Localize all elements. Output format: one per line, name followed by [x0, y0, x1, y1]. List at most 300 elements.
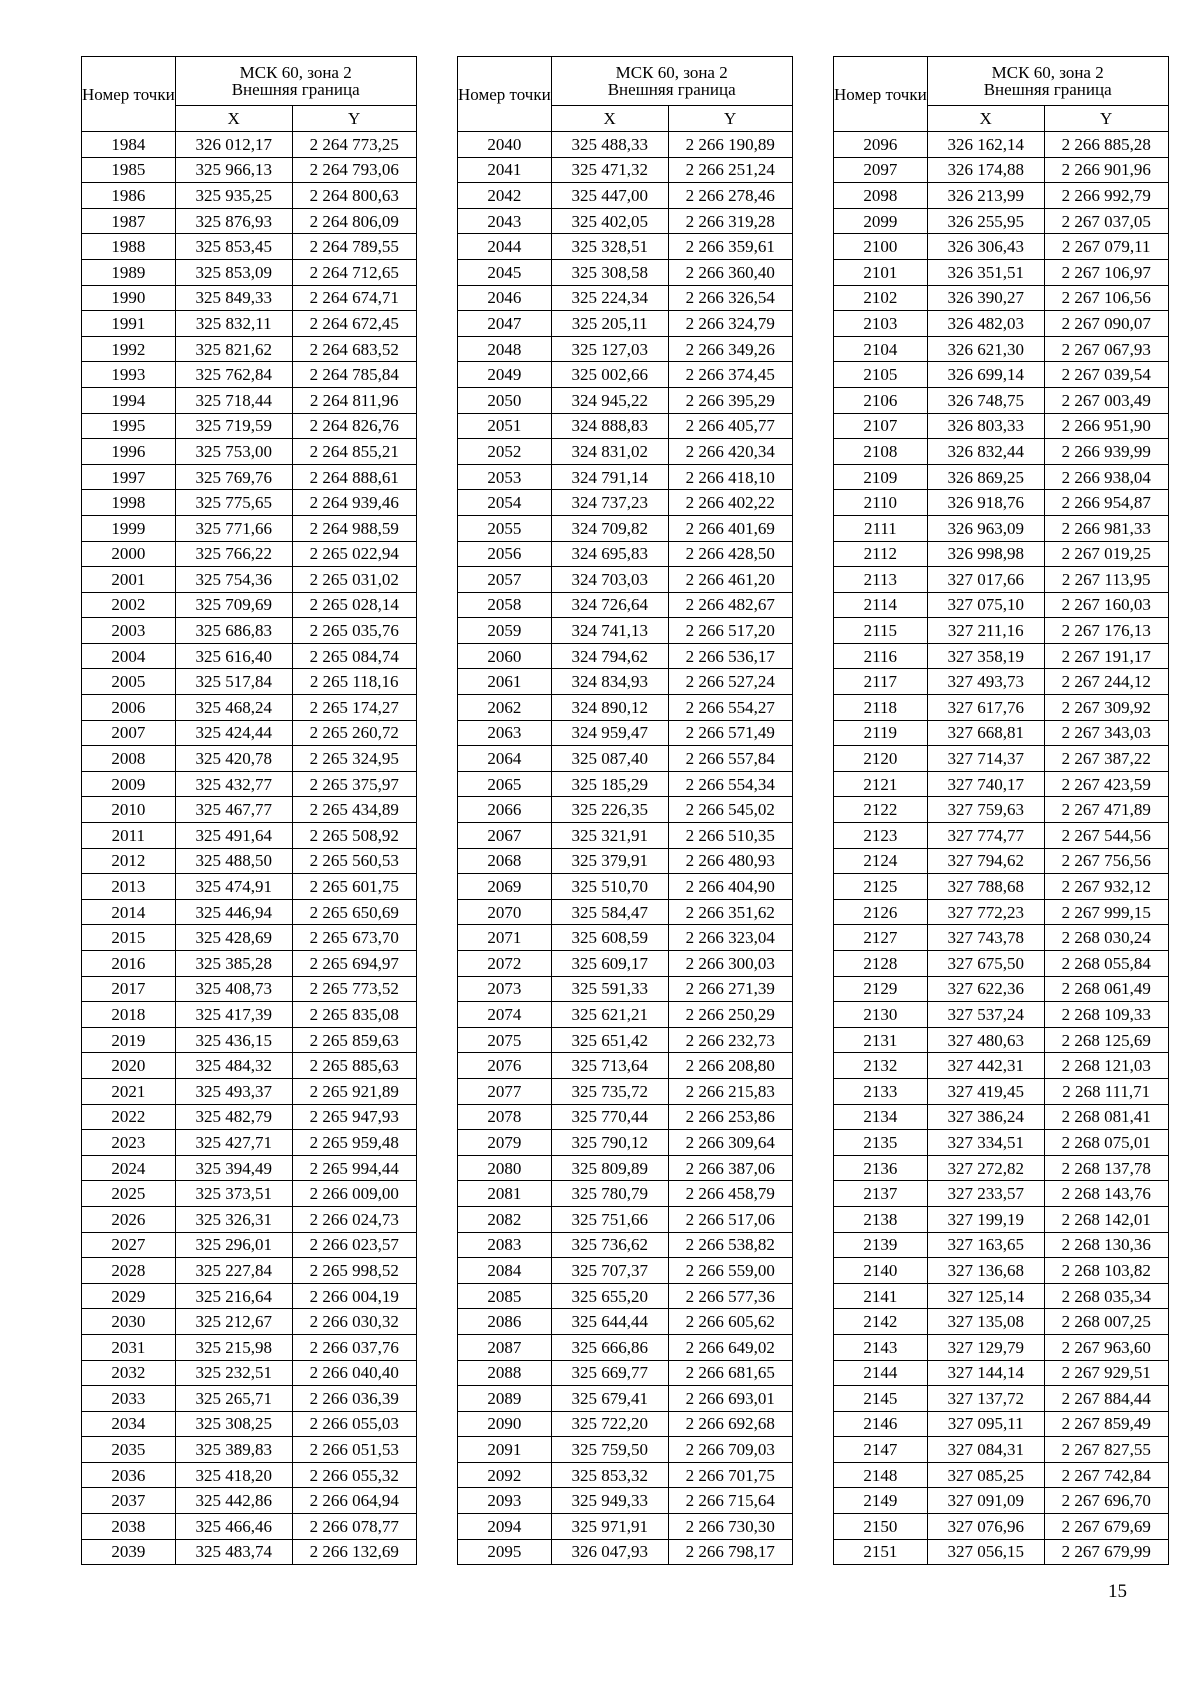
point-number-cell: 2025 [82, 1181, 176, 1207]
point-number-cell: 2000 [82, 541, 176, 567]
point-number-cell: 2107 [834, 413, 928, 439]
table-row [834, 1462, 1169, 1488]
y-coordinate-cell: 2 268 061,49 [1044, 976, 1168, 1002]
point-number-cell: 2013 [82, 874, 176, 900]
x-coordinate-cell: 327 136,68 [927, 1258, 1044, 1284]
table-row [834, 976, 1169, 1002]
point-number-cell: 2079 [458, 1130, 552, 1156]
table-row [834, 234, 1169, 260]
table-row [82, 541, 417, 567]
point-number-cell: 2108 [834, 439, 928, 465]
y-coordinate-cell: 2 266 326,54 [668, 285, 792, 311]
y-coordinate-cell: 2 267 037,05 [1044, 208, 1168, 234]
x-coordinate-cell: 325 408,73 [175, 976, 292, 1002]
table-row [82, 720, 417, 746]
x-coordinate-cell: 325 418,20 [175, 1462, 292, 1488]
x-coordinate-cell: 327 137,72 [927, 1386, 1044, 1412]
y-coordinate-cell: 2 266 480,93 [668, 848, 792, 874]
x-coordinate-cell: 327 358,19 [927, 643, 1044, 669]
y-coordinate-cell: 2 264 785,84 [292, 362, 416, 388]
y-coordinate-cell: 2 266 730,30 [668, 1514, 792, 1540]
y-coordinate-cell: 2 267 756,56 [1044, 848, 1168, 874]
point-number-cell: 2029 [82, 1283, 176, 1309]
x-coordinate-cell: 327 386,24 [927, 1104, 1044, 1130]
x-coordinate-cell: 325 517,84 [175, 669, 292, 695]
y-coordinate-cell: 2 267 176,13 [1044, 618, 1168, 644]
table-row [82, 592, 417, 618]
table-row [82, 1309, 417, 1335]
y-coordinate-cell: 2 266 232,73 [668, 1027, 792, 1053]
y-coordinate-cell: 2 266 319,28 [668, 208, 792, 234]
y-coordinate-cell: 2 267 999,15 [1044, 899, 1168, 925]
x-coordinate-cell: 325 420,78 [175, 746, 292, 772]
table-row [834, 771, 1169, 797]
x-coordinate-cell: 324 794,62 [551, 643, 668, 669]
x-coordinate-cell: 327 759,63 [927, 797, 1044, 823]
point-number-cell: 2140 [834, 1258, 928, 1284]
table-row [458, 1027, 793, 1053]
x-header: X [927, 106, 1044, 132]
y-coordinate-cell: 2 266 064,94 [292, 1488, 416, 1514]
x-coordinate-cell: 325 087,40 [551, 746, 668, 772]
x-coordinate-cell: 326 699,14 [927, 362, 1044, 388]
y-coordinate-cell: 2 265 022,94 [292, 541, 416, 567]
y-coordinate-cell: 2 266 420,34 [668, 439, 792, 465]
table-row [834, 567, 1169, 593]
point-number-cell: 2118 [834, 695, 928, 721]
y-coordinate-cell: 2 267 106,56 [1044, 285, 1168, 311]
table-row [458, 157, 793, 183]
point-number-cell: 2043 [458, 208, 552, 234]
y-coordinate-cell: 2 267 106,97 [1044, 259, 1168, 285]
y-coordinate-cell: 2 266 649,02 [668, 1334, 792, 1360]
y-coordinate-cell: 2 266 402,22 [668, 490, 792, 516]
y-coordinate-cell: 2 266 428,50 [668, 541, 792, 567]
point-number-cell: 2014 [82, 899, 176, 925]
table-row [834, 925, 1169, 951]
table-row [834, 336, 1169, 362]
point-number-cell: 1999 [82, 515, 176, 541]
point-number-cell: 2056 [458, 541, 552, 567]
point-number-cell: 2006 [82, 695, 176, 721]
point-number-cell: 2011 [82, 823, 176, 849]
table-row [82, 746, 417, 772]
table-row [458, 823, 793, 849]
x-coordinate-cell: 327 125,14 [927, 1283, 1044, 1309]
y-coordinate-cell: 2 265 028,14 [292, 592, 416, 618]
table-row [82, 771, 417, 797]
y-coordinate-cell: 2 267 859,49 [1044, 1411, 1168, 1437]
system-header: МСК 60, зона 2 Внешняя граница [175, 57, 416, 106]
y-coordinate-cell: 2 266 951,90 [1044, 413, 1168, 439]
table-row [834, 1309, 1169, 1335]
table-row [82, 618, 417, 644]
point-number-cell: 2115 [834, 618, 928, 644]
x-coordinate-cell: 325 471,32 [551, 157, 668, 183]
point-number-cell: 2045 [458, 259, 552, 285]
table-row [834, 1027, 1169, 1053]
x-coordinate-cell: 325 484,32 [175, 1053, 292, 1079]
table-row [458, 1078, 793, 1104]
table-row [834, 285, 1169, 311]
x-coordinate-cell: 325 735,72 [551, 1078, 668, 1104]
y-coordinate-cell: 2 268 055,84 [1044, 951, 1168, 977]
point-number-cell: 1984 [82, 132, 176, 158]
table-row [82, 413, 417, 439]
point-number-cell: 2148 [834, 1462, 928, 1488]
table-row [834, 592, 1169, 618]
point-number-cell: 2039 [82, 1539, 176, 1565]
x-coordinate-cell: 327 743,78 [927, 925, 1044, 951]
point-number-cell: 2150 [834, 1514, 928, 1540]
point-number-cell: 2104 [834, 336, 928, 362]
y-coordinate-cell: 2 266 517,20 [668, 618, 792, 644]
x-coordinate-cell: 327 774,77 [927, 823, 1044, 849]
table-row [834, 541, 1169, 567]
x-coordinate-cell: 326 306,43 [927, 234, 1044, 260]
table-row [458, 1130, 793, 1156]
y-coordinate-cell: 2 265 994,44 [292, 1155, 416, 1181]
x-coordinate-cell: 327 272,82 [927, 1155, 1044, 1181]
y-coordinate-cell: 2 264 826,76 [292, 413, 416, 439]
y-coordinate-cell: 2 266 250,29 [668, 1002, 792, 1028]
point-number-cell: 2147 [834, 1437, 928, 1463]
coordinates-table-2 [457, 56, 793, 1565]
y-coordinate-cell: 2 265 998,52 [292, 1258, 416, 1284]
y-coordinate-cell: 2 267 929,51 [1044, 1360, 1168, 1386]
x-coordinate-cell: 327 135,08 [927, 1309, 1044, 1335]
table-row [834, 1360, 1169, 1386]
table-row [458, 1104, 793, 1130]
point-number-cell: 2132 [834, 1053, 928, 1079]
point-number-cell: 2113 [834, 567, 928, 593]
point-number-cell: 2074 [458, 1002, 552, 1028]
point-number-cell: 1990 [82, 285, 176, 311]
x-coordinate-cell: 324 726,64 [551, 592, 668, 618]
table-row [458, 720, 793, 746]
x-coordinate-cell: 325 402,05 [551, 208, 668, 234]
x-coordinate-cell: 327 442,31 [927, 1053, 1044, 1079]
x-coordinate-cell: 325 809,89 [551, 1155, 668, 1181]
point-number-cell: 2071 [458, 925, 552, 951]
table-row [458, 1053, 793, 1079]
x-coordinate-cell: 325 321,91 [551, 823, 668, 849]
point-number-cell: 2009 [82, 771, 176, 797]
x-coordinate-cell: 327 211,16 [927, 618, 1044, 644]
point-number-cell: 2055 [458, 515, 552, 541]
table-row [82, 1206, 417, 1232]
point-number-cell: 2084 [458, 1258, 552, 1284]
table-row [82, 1104, 417, 1130]
y-coordinate-cell: 2 268 081,41 [1044, 1104, 1168, 1130]
x-coordinate-cell: 325 432,77 [175, 771, 292, 797]
x-coordinate-cell: 325 766,22 [175, 541, 292, 567]
x-coordinate-cell: 327 075,10 [927, 592, 1044, 618]
table-row [458, 643, 793, 669]
y-coordinate-cell: 2 266 458,79 [668, 1181, 792, 1207]
page-number: 15 [1108, 1581, 1127, 1602]
point-number-cell: 2001 [82, 567, 176, 593]
table-row [834, 1258, 1169, 1284]
point-number-cell: 2065 [458, 771, 552, 797]
table-row [834, 311, 1169, 337]
x-coordinate-cell: 325 966,13 [175, 157, 292, 183]
x-coordinate-cell: 324 703,03 [551, 567, 668, 593]
point-number-cell: 2005 [82, 669, 176, 695]
y-coordinate-cell: 2 266 939,99 [1044, 439, 1168, 465]
y-coordinate-cell: 2 268 035,34 [1044, 1283, 1168, 1309]
point-number-cell: 1985 [82, 157, 176, 183]
point-number-cell: 2134 [834, 1104, 928, 1130]
point-number-cell: 2141 [834, 1283, 928, 1309]
point-number-cell: 2102 [834, 285, 928, 311]
point-number-cell: 2128 [834, 951, 928, 977]
x-coordinate-cell: 327 537,24 [927, 1002, 1044, 1028]
y-coordinate-cell: 2 266 938,04 [1044, 464, 1168, 490]
y-coordinate-cell: 2 267 742,84 [1044, 1462, 1168, 1488]
table-row [82, 951, 417, 977]
table-row [458, 1155, 793, 1181]
point-number-cell: 2092 [458, 1462, 552, 1488]
x-coordinate-cell: 325 655,20 [551, 1283, 668, 1309]
x-coordinate-cell: 325 185,29 [551, 771, 668, 797]
y-coordinate-cell: 2 268 125,69 [1044, 1027, 1168, 1053]
y-coordinate-cell: 2 266 901,96 [1044, 157, 1168, 183]
x-coordinate-cell: 325 510,70 [551, 874, 668, 900]
y-coordinate-cell: 2 266 323,04 [668, 925, 792, 951]
point-number-cell: 2121 [834, 771, 928, 797]
y-coordinate-cell: 2 268 130,36 [1044, 1232, 1168, 1258]
table-row [82, 1360, 417, 1386]
table-row [82, 490, 417, 516]
x-coordinate-cell: 325 971,91 [551, 1514, 668, 1540]
table-row [82, 567, 417, 593]
y-coordinate-cell: 2 266 545,02 [668, 797, 792, 823]
table-row [82, 1539, 417, 1565]
table-row [458, 515, 793, 541]
x-coordinate-cell: 327 129,79 [927, 1334, 1044, 1360]
point-number-cell: 2033 [82, 1386, 176, 1412]
point-number-cell: 2117 [834, 669, 928, 695]
table-row [458, 567, 793, 593]
point-number-cell: 2096 [834, 132, 928, 158]
y-coordinate-cell: 2 267 160,03 [1044, 592, 1168, 618]
point-number-header: Номер точки [834, 57, 928, 132]
point-number-cell: 2091 [458, 1437, 552, 1463]
table-row [458, 1258, 793, 1284]
table-row [82, 1411, 417, 1437]
x-coordinate-cell: 325 754,36 [175, 567, 292, 593]
x-coordinate-cell: 326 832,44 [927, 439, 1044, 465]
x-coordinate-cell: 325 686,83 [175, 618, 292, 644]
y-coordinate-cell: 2 268 109,33 [1044, 1002, 1168, 1028]
y-coordinate-cell: 2 266 693,01 [668, 1386, 792, 1412]
y-coordinate-cell: 2 266 359,61 [668, 234, 792, 260]
y-coordinate-cell: 2 266 324,79 [668, 311, 792, 337]
table-row [458, 362, 793, 388]
y-coordinate-cell: 2 266 701,75 [668, 1462, 792, 1488]
y-coordinate-cell: 2 265 947,93 [292, 1104, 416, 1130]
table-row [458, 285, 793, 311]
table-row [458, 1488, 793, 1514]
point-number-cell: 2094 [458, 1514, 552, 1540]
table-row [458, 259, 793, 285]
x-coordinate-cell: 325 215,98 [175, 1334, 292, 1360]
y-coordinate-cell: 2 266 709,03 [668, 1437, 792, 1463]
x-coordinate-cell: 325 666,86 [551, 1334, 668, 1360]
y-coordinate-cell: 2 266 559,00 [668, 1258, 792, 1284]
y-coordinate-cell: 2 264 988,59 [292, 515, 416, 541]
y-coordinate-cell: 2 268 111,71 [1044, 1078, 1168, 1104]
table-row [458, 490, 793, 516]
table-row [834, 183, 1169, 209]
table-row [834, 157, 1169, 183]
point-number-cell: 2085 [458, 1283, 552, 1309]
y-coordinate-cell: 2 268 142,01 [1044, 1206, 1168, 1232]
table-row [82, 1053, 417, 1079]
point-number-cell: 2078 [458, 1104, 552, 1130]
x-coordinate-cell: 325 644,44 [551, 1309, 668, 1335]
point-number-cell: 2069 [458, 874, 552, 900]
point-number-cell: 2052 [458, 439, 552, 465]
x-coordinate-cell: 326 390,27 [927, 285, 1044, 311]
table-row [458, 1232, 793, 1258]
y-coordinate-cell: 2 267 471,89 [1044, 797, 1168, 823]
x-coordinate-cell: 325 707,37 [551, 1258, 668, 1284]
point-number-cell: 2097 [834, 157, 928, 183]
point-number-cell: 2003 [82, 618, 176, 644]
y-coordinate-cell: 2 264 672,45 [292, 311, 416, 337]
x-coordinate-cell: 326 213,99 [927, 183, 1044, 209]
point-number-cell: 2120 [834, 746, 928, 772]
table-row [458, 1002, 793, 1028]
x-coordinate-cell: 327 233,57 [927, 1181, 1044, 1207]
y-coordinate-cell: 2 267 932,12 [1044, 874, 1168, 900]
y-coordinate-cell: 2 266 538,82 [668, 1232, 792, 1258]
y-coordinate-cell: 2 264 888,61 [292, 464, 416, 490]
table-row [458, 1539, 793, 1565]
x-coordinate-cell: 325 394,49 [175, 1155, 292, 1181]
y-coordinate-cell: 2 266 517,06 [668, 1206, 792, 1232]
point-number-cell: 2087 [458, 1334, 552, 1360]
x-coordinate-cell: 325 227,84 [175, 1258, 292, 1284]
table-row [458, 311, 793, 337]
x-header: X [175, 106, 292, 132]
y-coordinate-cell: 2 265 835,08 [292, 1002, 416, 1028]
table-row [458, 1206, 793, 1232]
y-coordinate-cell: 2 266 405,77 [668, 413, 792, 439]
x-coordinate-cell: 326 012,17 [175, 132, 292, 158]
y-coordinate-cell: 2 268 030,24 [1044, 925, 1168, 951]
table-row [834, 439, 1169, 465]
y-coordinate-cell: 2 266 023,57 [292, 1232, 416, 1258]
point-number-cell: 2146 [834, 1411, 928, 1437]
table-row [458, 1514, 793, 1540]
x-coordinate-cell: 325 417,39 [175, 1002, 292, 1028]
table-row [834, 413, 1169, 439]
table-row [82, 695, 417, 721]
table-row [834, 515, 1169, 541]
y-coordinate-cell: 2 265 921,89 [292, 1078, 416, 1104]
point-number-cell: 2027 [82, 1232, 176, 1258]
y-coordinate-cell: 2 268 007,25 [1044, 1309, 1168, 1335]
x-coordinate-cell: 325 442,86 [175, 1488, 292, 1514]
x-coordinate-cell: 325 853,32 [551, 1462, 668, 1488]
x-header: X [551, 106, 668, 132]
x-coordinate-cell: 325 436,15 [175, 1027, 292, 1053]
point-number-cell: 1997 [82, 464, 176, 490]
x-coordinate-cell: 325 447,00 [551, 183, 668, 209]
point-number-cell: 2067 [458, 823, 552, 849]
point-number-cell: 2095 [458, 1539, 552, 1565]
table-row [82, 1386, 417, 1412]
x-coordinate-cell: 325 466,46 [175, 1514, 292, 1540]
table-row [834, 1053, 1169, 1079]
x-coordinate-cell: 327 668,81 [927, 720, 1044, 746]
point-number-cell: 1992 [82, 336, 176, 362]
point-number-cell: 2024 [82, 1155, 176, 1181]
x-coordinate-cell: 326 621,30 [927, 336, 1044, 362]
y-coordinate-cell: 2 267 679,69 [1044, 1514, 1168, 1540]
point-number-cell: 2080 [458, 1155, 552, 1181]
table-row [458, 1437, 793, 1463]
y-coordinate-cell: 2 266 024,73 [292, 1206, 416, 1232]
x-coordinate-cell: 327 091,09 [927, 1488, 1044, 1514]
x-coordinate-cell: 325 296,01 [175, 1232, 292, 1258]
table-row [82, 848, 417, 874]
x-coordinate-cell: 325 935,25 [175, 183, 292, 209]
x-coordinate-cell: 325 002,66 [551, 362, 668, 388]
table-row [458, 1334, 793, 1360]
point-number-cell: 2038 [82, 1514, 176, 1540]
point-number-cell: 2037 [82, 1488, 176, 1514]
y-coordinate-cell: 2 264 793,06 [292, 157, 416, 183]
point-number-cell: 2135 [834, 1130, 928, 1156]
x-coordinate-cell: 326 963,09 [927, 515, 1044, 541]
x-coordinate-cell: 325 759,50 [551, 1437, 668, 1463]
y-coordinate-cell: 2 267 003,49 [1044, 387, 1168, 413]
point-number-cell: 2040 [458, 132, 552, 158]
table-body [458, 132, 793, 1565]
x-coordinate-cell: 325 482,79 [175, 1104, 292, 1130]
x-coordinate-cell: 324 831,02 [551, 439, 668, 465]
point-number-cell: 2007 [82, 720, 176, 746]
table-row [834, 695, 1169, 721]
y-coordinate-cell: 2 265 324,95 [292, 746, 416, 772]
y-coordinate-cell: 2 266 253,86 [668, 1104, 792, 1130]
point-number-cell: 2101 [834, 259, 928, 285]
y-coordinate-cell: 2 267 343,03 [1044, 720, 1168, 746]
table-row [82, 874, 417, 900]
point-number-cell: 2126 [834, 899, 928, 925]
point-number-cell: 2089 [458, 1386, 552, 1412]
x-coordinate-cell: 327 617,76 [927, 695, 1044, 721]
table-row [82, 515, 417, 541]
x-coordinate-cell: 327 772,23 [927, 899, 1044, 925]
y-coordinate-cell: 2 264 855,21 [292, 439, 416, 465]
x-coordinate-cell: 327 163,65 [927, 1232, 1044, 1258]
y-coordinate-cell: 2 265 601,75 [292, 874, 416, 900]
x-coordinate-cell: 324 741,13 [551, 618, 668, 644]
point-number-cell: 2149 [834, 1488, 928, 1514]
y-coordinate-cell: 2 265 694,97 [292, 951, 416, 977]
y-coordinate-cell: 2 267 079,11 [1044, 234, 1168, 260]
y-coordinate-cell: 2 268 103,82 [1044, 1258, 1168, 1284]
table-row [458, 951, 793, 977]
table-row [458, 1411, 793, 1437]
x-coordinate-cell: 325 389,83 [175, 1437, 292, 1463]
point-number-cell: 2142 [834, 1309, 928, 1335]
